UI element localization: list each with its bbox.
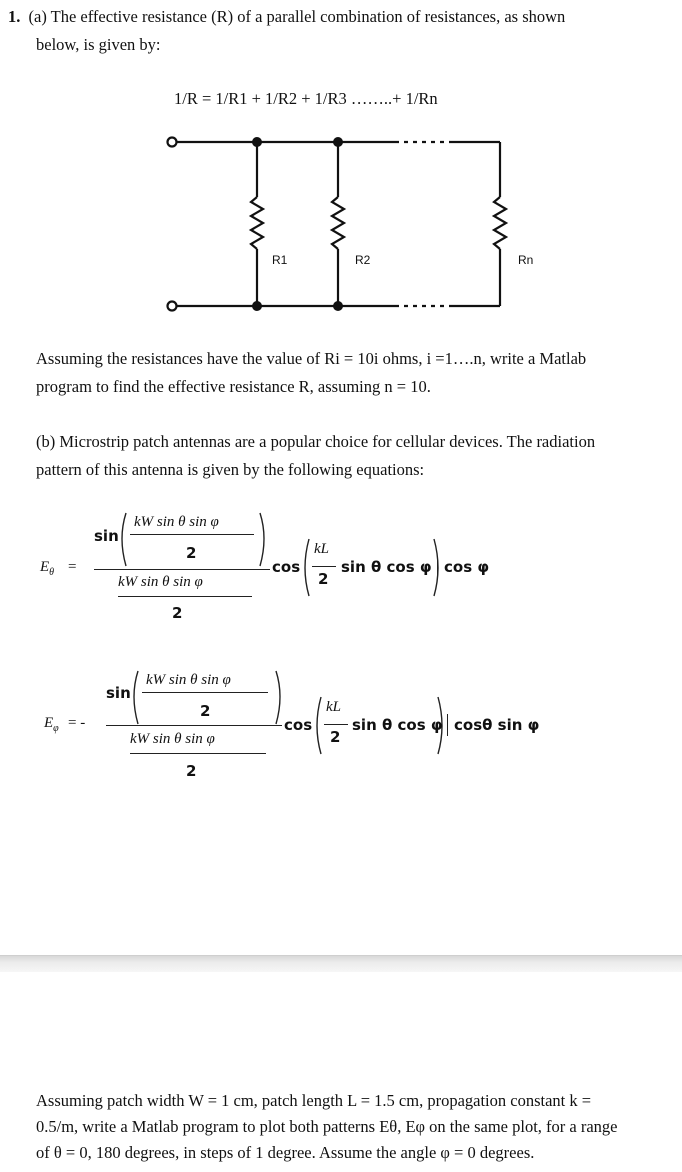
eq1-sin: sin bbox=[94, 527, 119, 545]
eq1-inner-numerator: kW sin θ sin φ bbox=[134, 514, 219, 530]
eq1-cos: cos bbox=[272, 558, 301, 576]
eq1-abs-bar bbox=[437, 556, 438, 578]
eq2-equals: = - bbox=[68, 715, 86, 731]
part-a-after-line2: program to find the effective resistance R, assuming n = 10. bbox=[36, 377, 431, 396]
parallel-circuit-diagram bbox=[0, 125, 682, 325]
top-terminal bbox=[168, 138, 177, 147]
bottom-line3: of θ = 0, 180 degrees, in steps of 1 degree. Assume the angle φ = 0 degrees. bbox=[36, 1143, 535, 1162]
eq2-tail: sin θ cos φ bbox=[352, 716, 443, 734]
label-rn: Rn bbox=[518, 253, 534, 267]
part-a-after-line1: Assuming the resistances have the value of Ri = 10i ohms, i =1….n, write a Matlab bbox=[36, 349, 587, 368]
eq1-kl-bar bbox=[312, 566, 336, 567]
part-a-line2: below, is given by: bbox=[36, 35, 161, 54]
bottom-line1: Assuming patch width W = 1 cm, patch length L = 1.5 cm, propagation constant k = bbox=[36, 1091, 592, 1110]
label-r2: R2 bbox=[355, 253, 371, 267]
part-a-intro: (a) The effective resistance (R) of a parallel combination of resistances, as shown bbox=[28, 7, 566, 26]
eq2-kl-two: 2 bbox=[330, 728, 341, 746]
eq1-kl: kL bbox=[314, 541, 329, 557]
eq2-kl: kL bbox=[326, 699, 341, 715]
eq2-inner-two: 2 bbox=[200, 702, 211, 720]
eq2-inner-bar bbox=[142, 692, 268, 693]
eq1-denominator: kW sin θ sin φ bbox=[118, 574, 203, 590]
eq2-den-two: 2 bbox=[186, 762, 197, 780]
question-number: 1. bbox=[8, 7, 21, 26]
eq1-den-two: 2 bbox=[172, 604, 183, 622]
bottom-terminal bbox=[168, 302, 177, 311]
eq1-end: cos φ bbox=[444, 558, 490, 576]
eq2-kl-bar bbox=[324, 724, 348, 725]
eq2-cos: cos bbox=[284, 716, 313, 734]
eq2-abs-bar bbox=[447, 714, 448, 736]
eq2-lhs: $E_\varphi$ bbox=[44, 715, 59, 734]
eq1-inner-bar bbox=[130, 534, 254, 535]
eq1-equals: = bbox=[68, 559, 77, 575]
eq1-kl-two: 2 bbox=[318, 570, 329, 588]
eq1-lhs: $E_\theta$ bbox=[40, 559, 55, 578]
label-r1: R1 bbox=[272, 253, 288, 267]
eq2-denominator: kW sin θ sin φ bbox=[130, 731, 215, 747]
part-b-line1: (b) Microstrip patch antennas are a popular choice for cellular devices. The radiation bbox=[36, 432, 596, 451]
parallel-resistance-formula: 1/R = 1/R1 + 1/R2 + 1/R3 ……..+ 1/Rn bbox=[174, 89, 438, 108]
eq2-inner-numerator: kW sin θ sin φ bbox=[146, 672, 231, 688]
page-separator bbox=[0, 955, 682, 972]
eq2-end: cosθ sin φ bbox=[454, 716, 540, 734]
eq1-den-bar bbox=[118, 596, 252, 597]
part-b-line2: pattern of this antenna is given by the following equations: bbox=[36, 460, 425, 479]
part-a-line1 bbox=[8, 3, 565, 31]
eq2-sin: sin bbox=[106, 684, 131, 702]
eq1-inner-two: 2 bbox=[186, 544, 197, 562]
bottom-line2: 0.5/m, write a Matlab program to plot both patterns Eθ, Eφ on the same plot, for a range bbox=[36, 1117, 618, 1136]
eq2-den-bar bbox=[130, 753, 266, 754]
eq1-tail: sin θ cos φ bbox=[341, 558, 432, 576]
